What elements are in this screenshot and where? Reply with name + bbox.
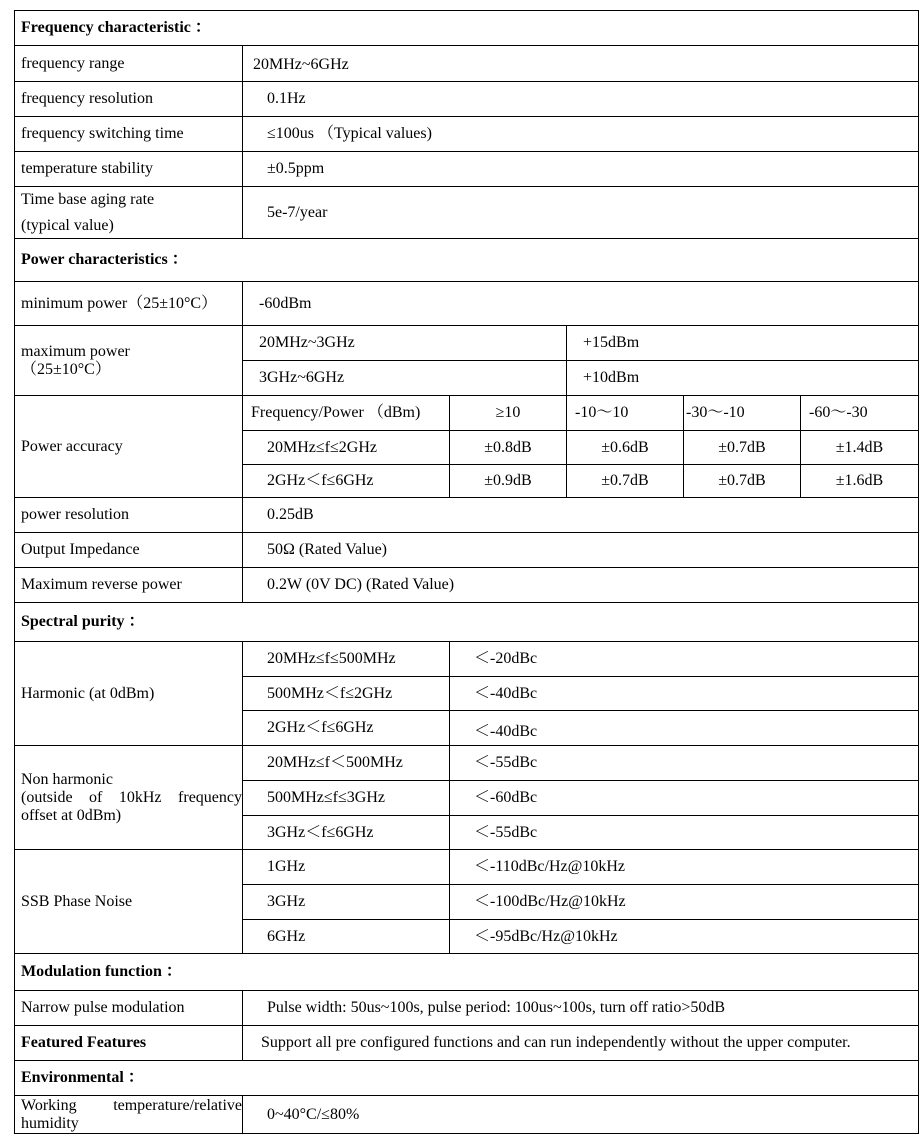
- accuracy-header-cell: -10～10: [566, 395, 684, 431]
- nonharmonic-range: 20MHz≤f＜500MHz: [242, 745, 450, 781]
- accuracy-header-cell: -30～-10: [683, 395, 801, 431]
- reverse-power-label: Maximum reverse power: [14, 567, 243, 603]
- harmonic-range: 500MHz＜f≤2GHz: [242, 676, 450, 711]
- working-temperature-value: 0~40°C/≤80%: [242, 1095, 919, 1134]
- section-environmental: Environmental ：: [14, 1060, 919, 1096]
- maximum-power-range: 20MHz~3GHz: [242, 325, 567, 361]
- phase-noise-frequency: 6GHz: [242, 919, 450, 954]
- reverse-power-value: 0.2W (0V DC) (Rated Value): [242, 567, 919, 603]
- working-temperature-label-line1: Working temperature/relative: [21, 1096, 242, 1114]
- accuracy-header-cell: -60～-30: [800, 395, 919, 431]
- section-modulation: Modulation function ：: [14, 953, 919, 991]
- nonharmonic-value: ＜-55dBc: [449, 815, 919, 850]
- frequency-switching-label: frequency switching time: [14, 116, 243, 152]
- accuracy-row-frequency: 20MHz≤f≤2GHz: [242, 430, 450, 465]
- minimum-power-label: minimum power（25±10°C）: [14, 281, 243, 326]
- maximum-power-value: +10dBm: [566, 360, 919, 396]
- maximum-power-label-line1: maximum power: [21, 342, 130, 360]
- phase-noise-frequency: 1GHz: [242, 849, 450, 885]
- aging-rate-label-line2: (typical value): [21, 216, 114, 234]
- accuracy-header-cell: ≥10: [449, 395, 567, 431]
- nonharmonic-label-line2: (outside of 10kHz frequency: [21, 788, 242, 806]
- nonharmonic-range: 3GHz＜f≤6GHz: [242, 815, 450, 850]
- accuracy-cell: ±0.7dB: [566, 464, 684, 498]
- accuracy-header-cell: Frequency/Power （dBm): [242, 395, 450, 431]
- aging-rate-value: 5e-7/year: [242, 186, 919, 239]
- accuracy-cell: ±1.6dB: [800, 464, 919, 498]
- frequency-resolution-value: 0.1Hz: [242, 81, 919, 117]
- accuracy-cell: ±1.4dB: [800, 430, 919, 465]
- nonharmonic-label-line1: Non harmonic: [21, 770, 113, 788]
- harmonic-label: Harmonic (at 0dBm): [14, 641, 243, 746]
- working-temperature-label-line2: humidity: [21, 1114, 79, 1132]
- phase-noise-value: ＜-95dBc/Hz@10kHz: [449, 919, 919, 954]
- pulse-modulation-value: Pulse width: 50us~100s, pulse period: 100us~100s, turn off ratio>50dB: [242, 990, 919, 1026]
- temperature-stability-label: temperature stability: [14, 151, 243, 187]
- maximum-power-range: 3GHz~6GHz: [242, 360, 567, 396]
- nonharmonic-value: ＜-60dBc: [449, 780, 919, 816]
- harmonic-value: ＜-20dBc: [449, 641, 919, 677]
- phase-noise-value: ＜-100dBc/Hz@10kHz: [449, 884, 919, 920]
- accuracy-cell: ±0.6dB: [566, 430, 684, 465]
- output-impedance-label: Output Impedance: [14, 532, 243, 568]
- phase-noise-value: ＜-110dBc/Hz@10kHz: [449, 849, 919, 885]
- harmonic-value: ＜-40dBc: [449, 710, 919, 746]
- nonharmonic-label: [14, 745, 243, 850]
- pulse-modulation-label: Narrow pulse modulation: [14, 990, 243, 1026]
- output-impedance-value: 50Ω (Rated Value): [242, 532, 919, 568]
- power-resolution-label: power resolution: [14, 497, 243, 533]
- maximum-power-label-line2: （25±10°C）: [21, 360, 111, 378]
- accuracy-cell: ±0.7dB: [683, 464, 801, 498]
- accuracy-cell: ±0.7dB: [683, 430, 801, 465]
- frequency-switching-value: ≤100us （Typical values): [242, 116, 919, 152]
- aging-rate-label-line1: Time base aging rate: [21, 190, 155, 208]
- power-resolution-value: 0.25dB: [242, 497, 919, 533]
- maximum-power-value: +15dBm: [566, 325, 919, 361]
- power-accuracy-label: Power accuracy: [14, 395, 243, 498]
- aging-rate-label: [14, 186, 243, 239]
- nonharmonic-label-line3: offset at 0dBm): [21, 806, 122, 824]
- harmonic-range: 20MHz≤f≤500MHz: [242, 641, 450, 677]
- frequency-range-label: frequency range: [14, 45, 243, 82]
- working-temperature-label: [14, 1095, 243, 1134]
- harmonic-range: 2GHz＜f≤6GHz: [242, 710, 450, 746]
- frequency-range-value: 20MHz~6GHz: [242, 45, 919, 82]
- section-featured: Featured Features: [14, 1025, 243, 1061]
- maximum-power-label: [14, 325, 243, 396]
- phase-noise-frequency: 3GHz: [242, 884, 450, 920]
- accuracy-row-frequency: 2GHz＜f≤6GHz: [242, 464, 450, 498]
- section-frequency: Frequency characteristic ：: [14, 10, 919, 46]
- featured-value: Support all pre configured functions and can run independently without the upper computer.: [242, 1025, 919, 1061]
- harmonic-value: ＜-40dBc: [449, 676, 919, 711]
- nonharmonic-value: ＜-55dBc: [449, 745, 919, 781]
- frequency-resolution-label: frequency resolution: [14, 81, 243, 117]
- accuracy-cell: ±0.9dB: [449, 464, 567, 498]
- section-power: Power characteristics ：: [14, 238, 919, 282]
- phase-noise-label: SSB Phase Noise: [14, 849, 243, 954]
- temperature-stability-value: ±0.5ppm: [242, 151, 919, 187]
- accuracy-cell: ±0.8dB: [449, 430, 567, 465]
- minimum-power-value: -60dBm: [242, 281, 919, 326]
- nonharmonic-range: 500MHz≤f≤3GHz: [242, 780, 450, 816]
- section-spectral: Spectral purity ：: [14, 602, 919, 642]
